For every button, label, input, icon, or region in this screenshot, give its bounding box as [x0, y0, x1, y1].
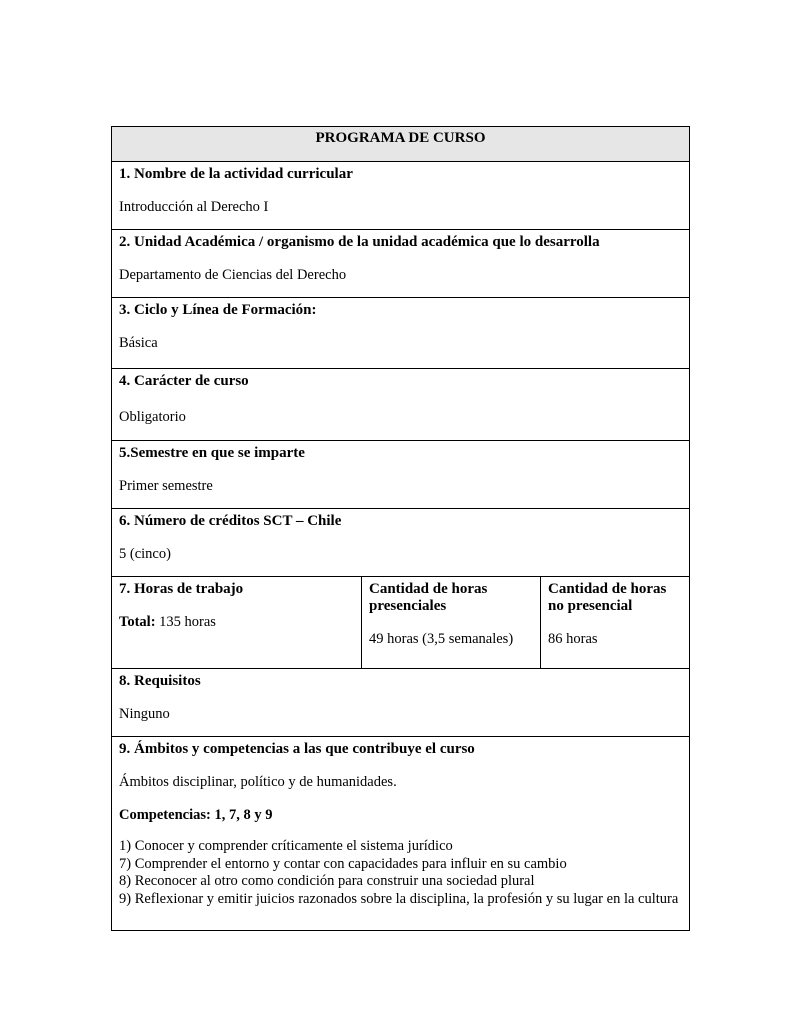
competency-item: 7) Comprender el entorno y contar con capacidades para influir en su cambio: [119, 855, 567, 872]
section-competencies: [112, 737, 690, 931]
section-header: 1. Nombre de la actividad curricular: [119, 166, 353, 182]
section-header: 8. Requisitos: [119, 673, 201, 689]
section-value: Básica: [119, 335, 158, 351]
ambitos-text: Ámbitos disciplinar, político y de humanidades.: [119, 774, 397, 790]
document-title: PROGRAMA DE CURSO: [112, 127, 690, 162]
section-course-character: [112, 369, 690, 441]
section-value: Obligatorio: [119, 409, 186, 425]
section-header: 2. Unidad Académica / organismo de la unidad académica que lo desarrolla: [119, 234, 600, 250]
section-header: 3. Ciclo y Línea de Formación:: [119, 302, 317, 318]
section-header: 4. Carácter de curso: [119, 373, 249, 389]
competencies-header: Competencias: 1, 7, 8 y 9: [119, 807, 273, 823]
section-credits: [112, 509, 690, 577]
section-header: 7. Horas de trabajo: [119, 581, 244, 597]
section-value: Ninguno: [119, 706, 170, 722]
section-work-hours: [112, 577, 690, 669]
section-header: 9. Ámbitos y competencias a las que contribuye el curso: [119, 741, 475, 757]
no-presencial-header: Cantidad de horas no presencial: [548, 581, 667, 614]
total-hours: [119, 614, 354, 631]
no-presencial-value: 86 horas: [548, 631, 598, 647]
section-activity-name: [112, 162, 690, 230]
total-label: Total:: [119, 614, 156, 630]
competency-item: 9) Reflexionar y emitir juicios razonados sobre la disciplina, la profesión y su lugar en la cultura: [119, 890, 679, 907]
section-value: Introducción al Derecho I: [119, 199, 269, 215]
presencial-value: 49 horas (3,5 semanales): [369, 631, 514, 647]
total-value: 135 horas: [155, 614, 216, 630]
section-value: Primer semestre: [119, 478, 213, 494]
competency-item: 1) Conocer y comprender críticamente el sistema jurídico: [119, 838, 453, 854]
competency-item: 8) Reconocer al otro como condición para construir una sociedad plural: [119, 873, 535, 889]
competencies-list: [119, 838, 682, 908]
presencial-header: Cantidad de horas presenciales: [369, 581, 488, 614]
section-value: 5 (cinco): [119, 546, 171, 562]
section-requirements: [112, 669, 690, 737]
section-academic-unit: [112, 230, 690, 298]
section-header: 6. Número de créditos SCT – Chile: [119, 513, 342, 529]
course-program-table: [111, 126, 690, 931]
section-semester: [112, 441, 690, 509]
section-cycle-line: [112, 298, 690, 369]
section-header: 5.Semestre en que se imparte: [119, 445, 305, 461]
section-value: Departamento de Ciencias del Derecho: [119, 267, 347, 283]
